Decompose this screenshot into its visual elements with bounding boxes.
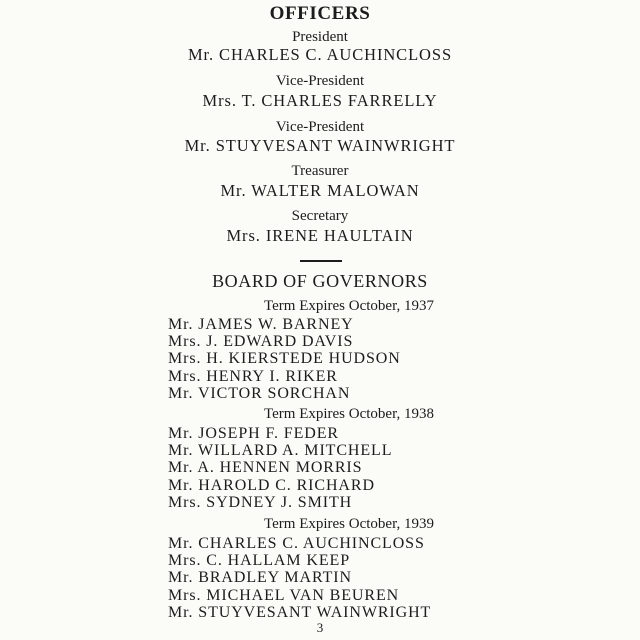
vice-president-role-2: Vice-President <box>275 119 365 135</box>
member-item: Mrs. SYDNEY J. SMITH <box>168 493 353 511</box>
member-item: Mrs. HENRY I. RIKER <box>168 367 338 385</box>
member-item: Mr. A. HENNEN MORRIS <box>168 459 363 477</box>
board-heading: BOARD OF GOVERNORS <box>212 271 428 291</box>
vice-president-name-2: Mr. STUYVESANT WAINWRIGHT <box>184 136 456 155</box>
page-number: 3 <box>316 620 324 635</box>
member-item: Mrs. MICHAEL VAN BEUREN <box>168 586 400 604</box>
member-item: Mr. BRADLEY MARTIN <box>168 569 352 587</box>
member-item: Mr. WILLARD A. MITCHELL <box>168 442 393 460</box>
members-1937 <box>168 316 401 402</box>
term-1939: Term Expires October, 1939 <box>264 516 434 532</box>
members-1938 <box>168 425 392 511</box>
president-role: President <box>292 29 348 45</box>
member-item: Mr. HAROLD C. RICHARD <box>168 476 375 494</box>
treasurer-name: Mr. WALTER MALOWAN <box>220 181 420 200</box>
member-item: Mrs. H. KIERSTEDE HUDSON <box>168 350 401 368</box>
secretary-role: Secretary <box>291 208 349 224</box>
members-1939 <box>168 535 431 621</box>
term-1937: Term Expires October, 1937 <box>264 298 434 314</box>
officers-heading: OFFICERS <box>269 3 371 24</box>
term-1938: Term Expires October, 1938 <box>264 406 434 422</box>
member-item: Mrs. J. EDWARD DAVIS <box>168 333 354 351</box>
president-name: Mr. CHARLES C. AUCHINCLOSS <box>187 45 453 64</box>
vice-president-name-1: Mrs. T. CHARLES FARRELLY <box>202 91 438 110</box>
member-item: Mr. STUYVESANT WAINWRIGHT <box>168 603 432 621</box>
treasurer-role: Treasurer <box>291 163 349 179</box>
member-item: Mr. VICTOR SORCHAN <box>168 384 351 402</box>
member-item: Mrs. C. HALLAM KEEP <box>168 552 350 570</box>
secretary-name: Mrs. IRENE HAULTAIN <box>226 226 414 245</box>
member-item: Mr. JAMES W. BARNEY <box>168 316 354 333</box>
vice-president-role-1: Vice-President <box>275 73 365 89</box>
section-divider <box>300 260 342 262</box>
member-item: Mr. JOSEPH F. FEDER <box>168 425 339 442</box>
member-item: Mr. CHARLES C. AUCHINCLOSS <box>168 535 425 552</box>
